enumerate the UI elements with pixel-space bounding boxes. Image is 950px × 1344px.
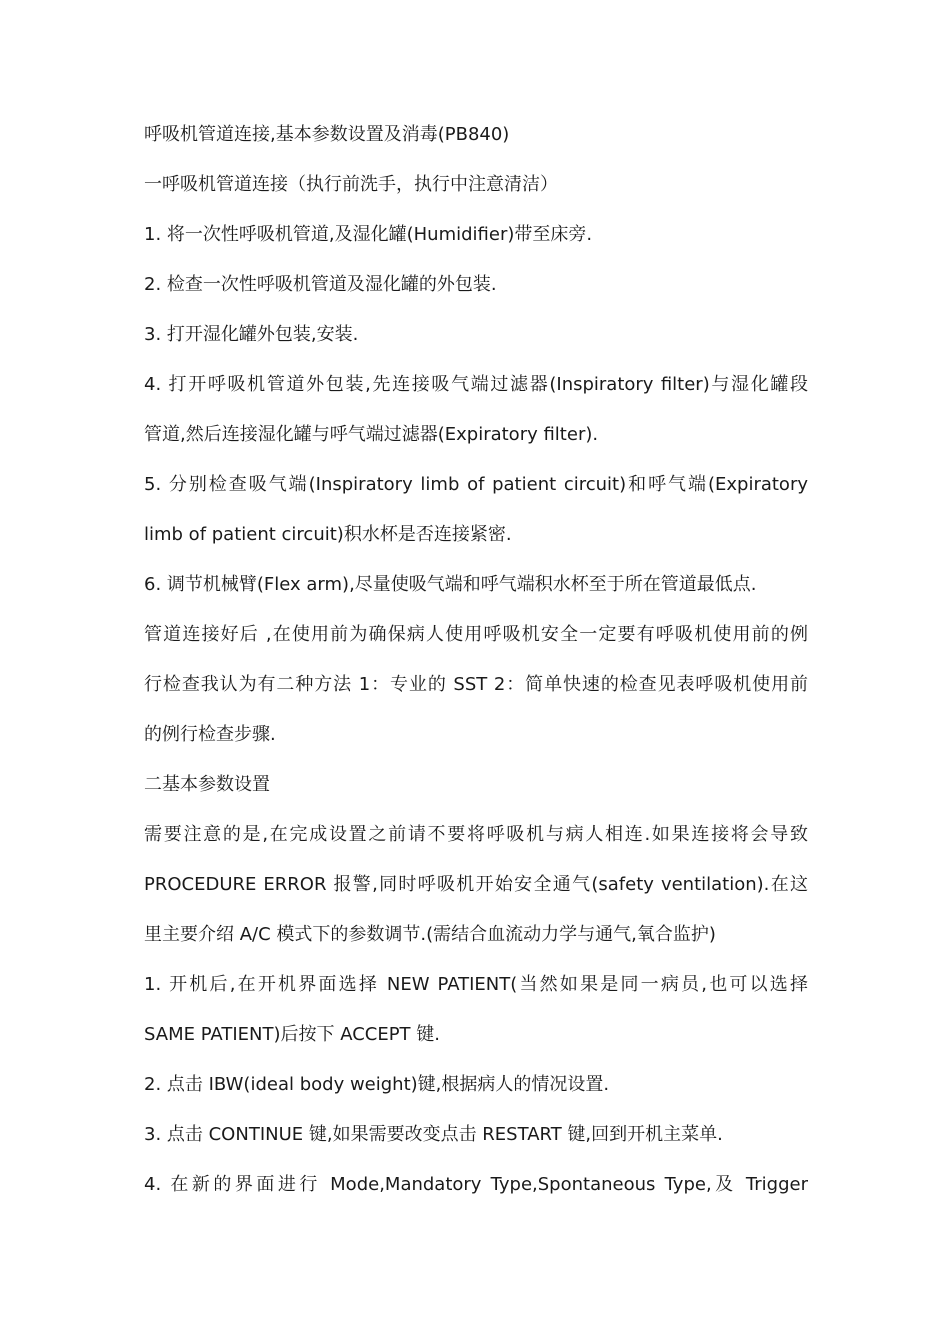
doc-line: 3. 打开湿化罐外包装,安装.	[144, 324, 359, 345]
doc-line: 里主要介绍 A/C 模式下的参数调节.(需结合血流动力学与通气,氧合监护)	[144, 924, 716, 945]
section-heading-2: 二基本参数设置	[144, 774, 270, 795]
doc-line: 6. 调节机械臂(Flex arm),尽量使吸气端和呼气端积水杯至于所在管道最低点.	[144, 574, 757, 595]
doc-line: 管道,然后连接湿化罐与呼气端过滤器(Expiratory filter).	[144, 424, 599, 445]
doc-line: 管道连接好后 ,在使用前为确保病人使用呼吸机安全一定要有呼吸机使用前的例	[144, 624, 808, 645]
doc-line: 4. 在新的界面进行 Mode,Mandatory Type,Spontaneous Type,及 Trigger	[144, 1174, 808, 1195]
doc-line: 1. 开机后,在开机界面选择 NEW PATIENT(当然如果是同一病员,也可以选择	[144, 974, 808, 995]
doc-line: 4. 打开呼吸机管道外包装,先连接吸气端过滤器(Inspiratory filter)与湿化罐段	[144, 374, 808, 395]
doc-line: 2. 检查一次性呼吸机管道及湿化罐的外包装.	[144, 274, 497, 295]
doc-line: 1. 将一次性呼吸机管道,及湿化罐(Humidifier)带至床旁.	[144, 224, 593, 245]
doc-line: limb of patient circuit)积水杯是否连接紧密.	[144, 524, 512, 545]
doc-title: 呼吸机管道连接,基本参数设置及消毒(PB840)	[144, 124, 510, 145]
doc-line: 3. 点击 CONTINUE 键,如果需要改变点击 RESTART 键,回到开机主菜单.	[144, 1124, 723, 1145]
doc-line: 2. 点击 IBW(ideal body weight)键,根据病人的情况设置.	[144, 1074, 610, 1095]
doc-line: 的例行检查步骤.	[144, 724, 276, 745]
document-page	[144, 110, 808, 1210]
doc-line: 需要注意的是,在完成设置之前请不要将呼吸机与病人相连.如果连接将会导致	[144, 824, 808, 845]
section-heading-1: 一呼吸机管道连接（执行前洗手，执行中注意清洁）	[144, 174, 558, 195]
doc-line: 行检查我认为有二种方法 1：专业的 SST 2：简单快速的检查见表呼吸机使用前	[144, 674, 808, 695]
doc-line: PROCEDURE ERROR 报警,同时呼吸机开始安全通气(safety ventilation).在这	[144, 874, 808, 895]
doc-line: 5. 分别检查吸气端(Inspiratory limb of patient circuit)和呼气端(Expiratory	[144, 474, 808, 495]
doc-line: SAME PATIENT)后按下 ACCEPT 键.	[144, 1024, 440, 1045]
